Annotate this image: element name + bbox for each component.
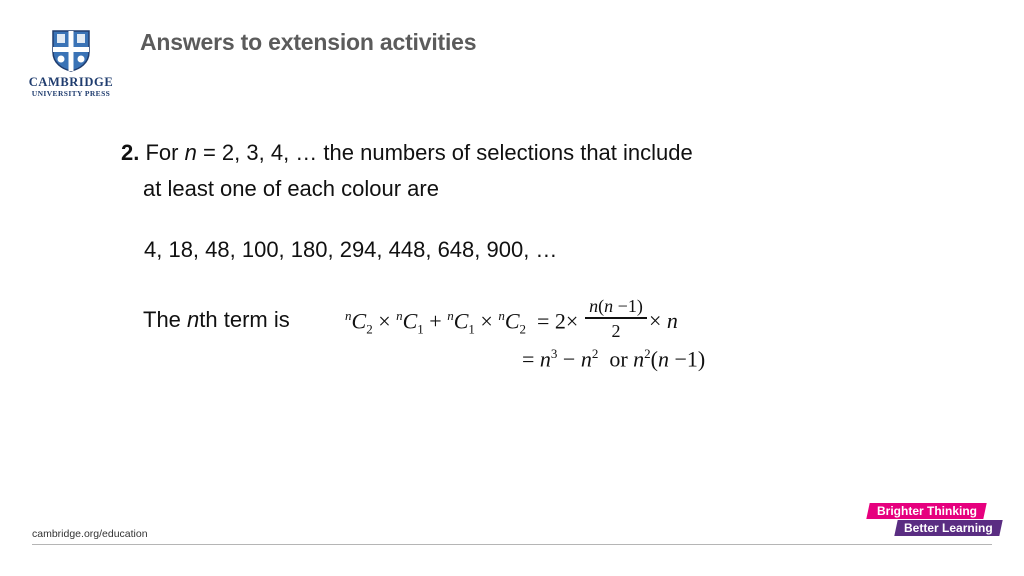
question-text-a: For xyxy=(139,140,185,165)
question-variable: n xyxy=(184,140,197,165)
nth-variable: n xyxy=(187,307,200,332)
question-line-2: at least one of each colour are xyxy=(143,176,439,201)
nth-text-b: th term is xyxy=(199,307,290,332)
cambridge-logo xyxy=(28,30,114,100)
equation-line-2: = $n^3 - n^2$ or $n^2(n -1)$ xyxy=(522,346,706,372)
combination-expression: $^nC_2 \times ^nC_1 + ^nC_1 \times ^nC_2 = 2\times$ xyxy=(345,308,579,337)
footer-url[interactable]: cambridge.org/education xyxy=(32,528,148,540)
nth-text-a: The xyxy=(143,307,188,332)
badge-text-2: Better Learning xyxy=(904,521,993,535)
number-sequence: 4, 18, 48, 100, 180, 294, 448, 648, 900, … xyxy=(144,237,558,262)
footer-divider xyxy=(32,544,992,545)
question-number: 2. xyxy=(121,140,140,165)
page-title: Answers to extension activities xyxy=(140,29,477,55)
brighter-thinking-badge xyxy=(866,503,986,519)
logo-wordmark: CAMBRIDGE xyxy=(28,75,114,89)
shield-icon xyxy=(52,30,90,72)
nth-term-label xyxy=(143,307,290,333)
badge-text-1: Brighter Thinking xyxy=(877,504,977,518)
question-text-b: = 2, 3, 4, … the numbers of selections that include xyxy=(196,140,693,165)
question-line-1 xyxy=(121,140,693,166)
fraction: n(n −1) 2 xyxy=(585,296,647,341)
logo-subtitle: UNIVERSITY PRESS xyxy=(31,89,111,98)
times-n: × n xyxy=(649,308,678,333)
better-learning-badge xyxy=(894,520,1002,536)
